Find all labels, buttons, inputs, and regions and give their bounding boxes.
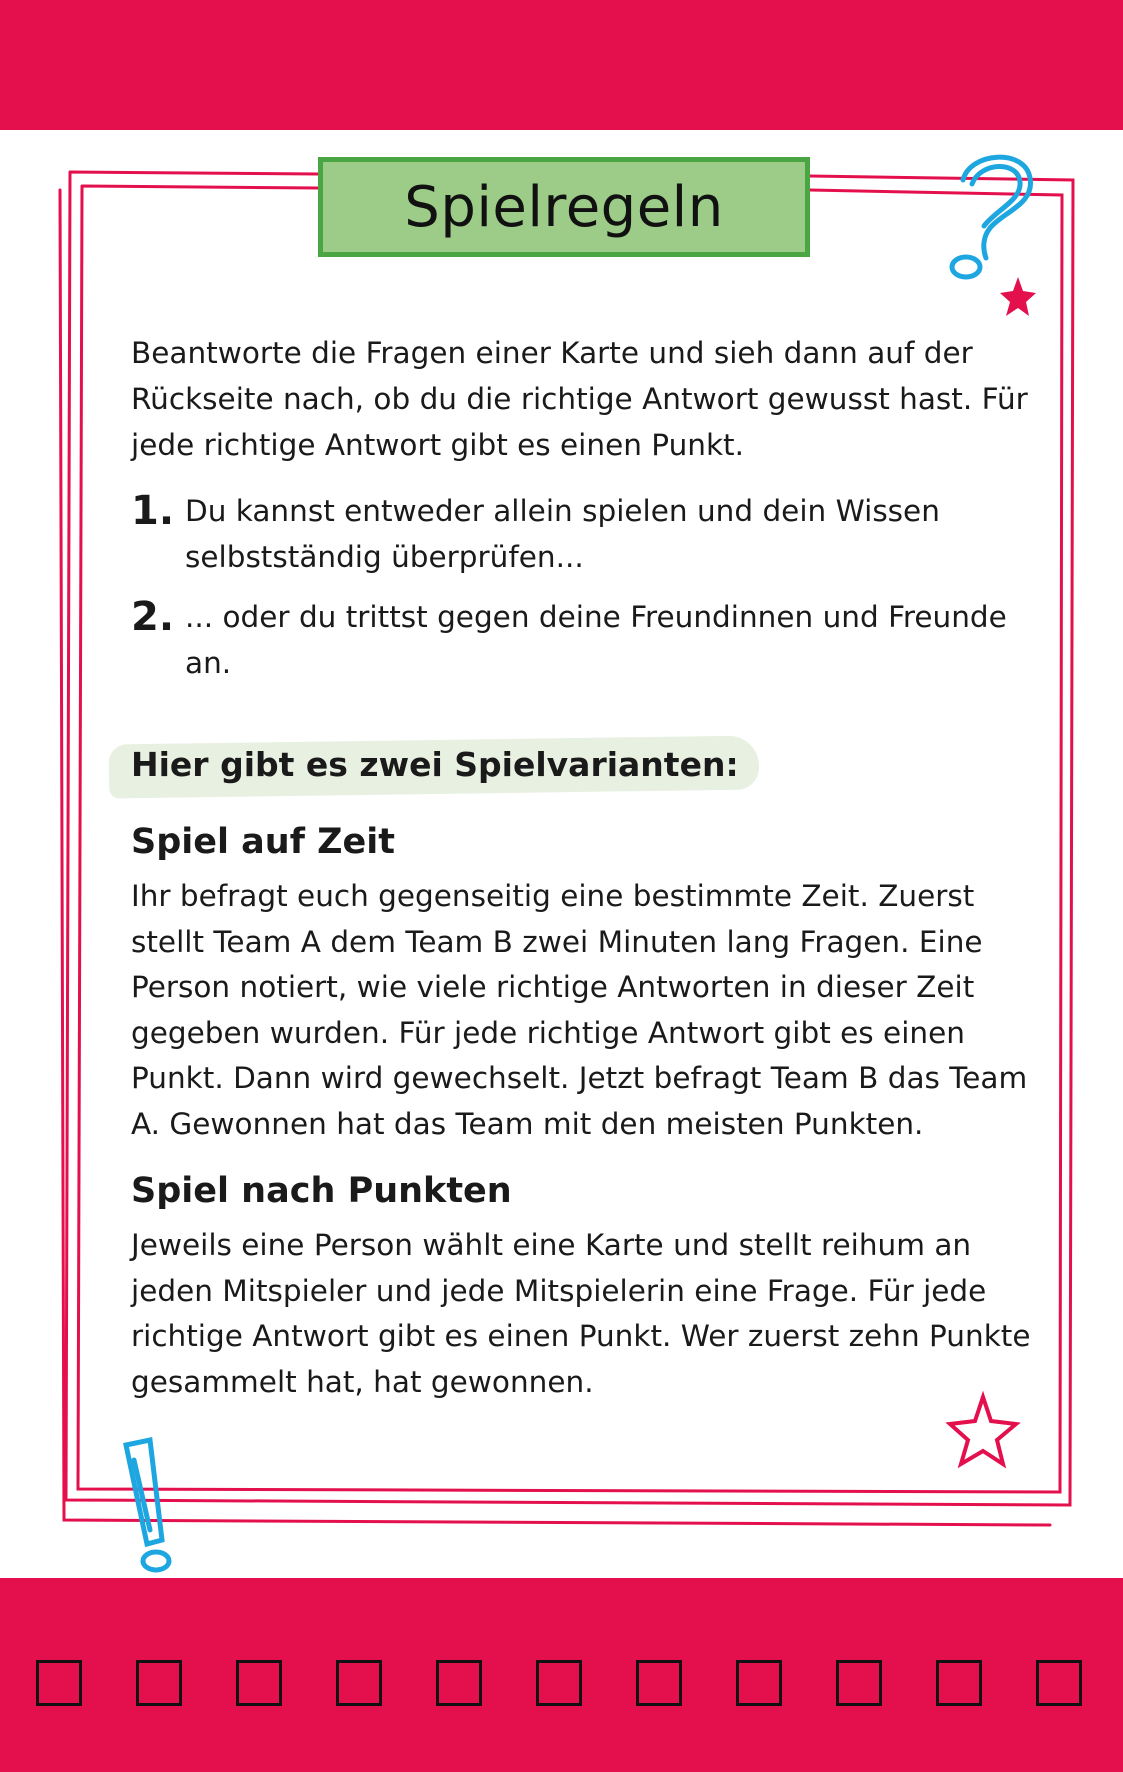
top-band	[0, 0, 1123, 130]
step-item	[131, 488, 1051, 580]
variant-text: Jeweils eine Person wählt eine Karte und stellt reihum an jeden Mitspieler und jede Mitspielerin eine Frage. Für jede richtige Antwort gibt es einen Punkt. Wer zuerst zehn Punkte gesammelt hat, hat gewonnen.	[131, 1228, 1031, 1399]
star-icon	[1000, 277, 1036, 316]
step-number: 2.	[131, 594, 175, 640]
step-item	[131, 594, 1051, 686]
step-number: 1.	[131, 488, 175, 534]
variant-title: Spiel nach Punkten	[131, 1171, 512, 1211]
intro-text: Beantworte die Fragen einer Karte und sieh dann auf der Rückseite nach, ob du die richtige Antwort gewusst hast. Für jede richtige Antwort gibt es einen Punkt.	[131, 336, 1028, 462]
exclamation-icon	[126, 1440, 169, 1570]
checkbox[interactable]	[836, 1660, 882, 1706]
checkbox[interactable]	[736, 1660, 782, 1706]
checkbox[interactable]	[236, 1660, 282, 1706]
question-mark-icon	[952, 157, 1031, 277]
checkbox[interactable]	[436, 1660, 482, 1706]
page-title: Spielregeln	[404, 174, 724, 240]
checkbox[interactable]	[136, 1660, 182, 1706]
title-box	[318, 157, 810, 257]
checkbox[interactable]	[36, 1660, 82, 1706]
variants-heading-block	[131, 732, 1051, 798]
rules-content	[131, 330, 1051, 1405]
checkbox[interactable]	[936, 1660, 982, 1706]
step-text: ... oder du trittst gegen deine Freundinnen und Freunde an.	[185, 600, 1007, 680]
checkbox[interactable]	[636, 1660, 682, 1706]
step-text: Du kannst entweder allein spielen und dein Wissen selbstständig überprüfen...	[185, 494, 940, 574]
checkbox[interactable]	[336, 1660, 382, 1706]
steps-list	[131, 488, 1051, 686]
variants-heading: Hier gibt es zwei Spielvarianten:	[131, 745, 739, 784]
checkbox-row	[36, 1660, 1088, 1712]
variant-title: Spiel auf Zeit	[131, 822, 395, 862]
variant-text: Ihr befragt euch gegenseitig eine bestimmte Zeit. Zuerst stellt Team A dem Team B zwei Minuten lang Fragen. Eine Person notiert, wie viele richtige Antworten in dieser Zeit gegeben wurden. Für jede richtige Antwort gibt es einen Punkt. Dann wird gewechselt. Jetzt befragt Team B das Team A. Gewonnen hat das Team mit den meisten Punkten.	[131, 879, 1028, 1141]
checkbox[interactable]	[536, 1660, 582, 1706]
checkbox[interactable]	[1036, 1660, 1082, 1706]
star-outline-icon	[950, 1397, 1016, 1464]
